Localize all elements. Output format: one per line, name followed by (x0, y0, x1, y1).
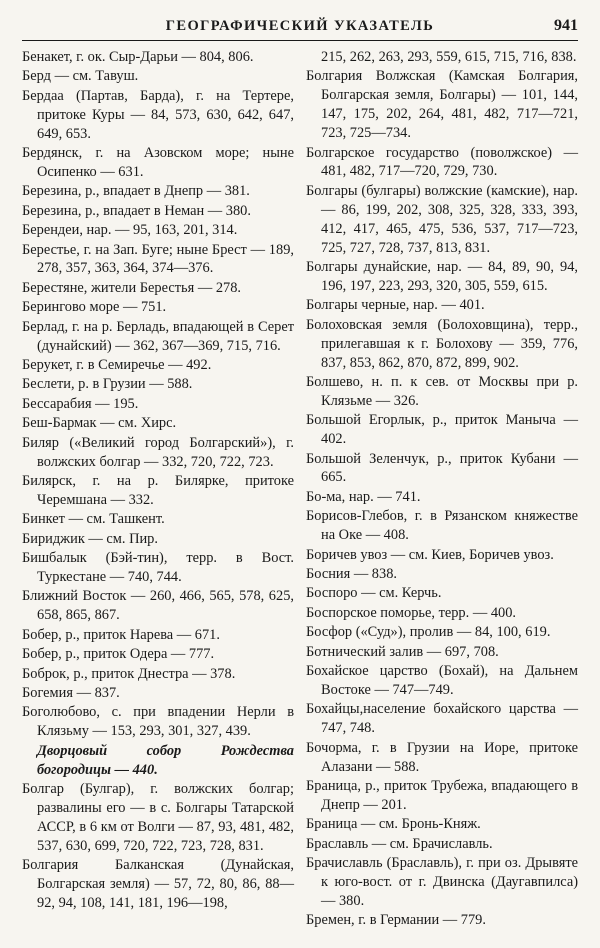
page-number: 941 (554, 17, 578, 34)
index-entry: Боброк, р., приток Днестра — 378. (22, 665, 236, 682)
index-entry: Браница — см. Бронь-Княж. (306, 816, 481, 833)
left-column (22, 48, 294, 913)
index-entry: Ботнический залив — 697, 708. (306, 643, 499, 660)
index-entry: Болгары (булгары) волжские (камские), нар. — 86, 199, 202, 308, 325, 328, 333, 393, 412, 417, 465, 475, 536, 537, 717—723, 725, 727, 728, 737, 813, 831. (306, 182, 578, 256)
index-entry: Бремен, г. в Германии — 779. (306, 912, 486, 929)
index-entry: Берестье, г. на Зап. Буге; ныне Брест — 189, 278, 357, 363, 364, 374—376. (22, 241, 294, 277)
index-entry-continuation: 215, 262, 263, 293, 559, 615, 715, 716, 838. (321, 49, 577, 65)
index-entry: Биляр («Великий город Болгарский»), г. волжских болгар — 332, 720, 722, 723. (22, 434, 294, 470)
right-column (306, 48, 578, 931)
index-entry: Бенакет, г. ок. Сыр-Дарьи — 804, 806. (22, 49, 254, 65)
index-entry: Бириджик — см. Пир. (22, 530, 158, 547)
index-entry: Боспоро — см. Керчь. (306, 585, 442, 602)
index-entry: Болгар (Булгар), г. волжских болгар; развалины его — в с. Болгары Татарской АССР, в 6 км от Волги — 87, 93, 481, 482, 537, 630, 699, 720, 722, 723, 728, 831. (22, 780, 294, 854)
index-entry: Богемия — 837. (22, 684, 120, 701)
index-entry: Болгария Волжская (Камская Болгария, Болгарская земля, Болгары) — 101, 144, 147, 175, 202, 264, 481, 482, 717—721, 723, 725—734. (306, 68, 578, 142)
index-entry: Бинкет — см. Ташкент. (22, 511, 165, 528)
index-entry: Березина, р., впадает в Неман — 380. (22, 202, 251, 219)
index-entry: Бохайское царство (Бохай), на Дальнем Востоке — 747—749. (306, 663, 578, 698)
index-entry: Березина, р., впадает в Днепр — 381. (22, 183, 250, 200)
index-entry: Болгары дунайские, нар. — 84, 89, 90, 94, 196, 197, 223, 293, 320, 305, 559, 615. (306, 258, 578, 294)
index-entry: Босния — 838. (306, 565, 397, 582)
index-entry: Болшево, н. п. к сев. от Москвы при р. Клязьме — 326. (306, 373, 578, 409)
index-entry: Болгария Балканская (Дунайская, Болгарская земля) — 57, 72, 80, 86, 88—92, 94, 108, 141, 181, 196—198, (22, 857, 294, 911)
index-entry: Бобер, р., приток Нарева — 671. (22, 626, 220, 643)
index-entry: Беш-Бармак — см. Хирс. (22, 415, 177, 432)
index-entry: Борисов-Глебов, г. в Рязанском княжестве на Оке — 408. (306, 508, 578, 544)
index-entry: Берукет, г. в Семиречье — 492. (22, 357, 212, 373)
index-entry: Болгары черные, нар. — 401. (306, 297, 485, 314)
index-entry: Берестяне, жители Берестья — 278. (22, 279, 242, 296)
index-entry: Босфор («Суд»), пролив — 84, 100, 619. (306, 624, 551, 641)
index-entry: Боричев увоз — см. Киев, Боричев увоз. (306, 546, 554, 563)
index-entry: Билярск, г. на р. Билярке, притоке Черемшана — 332. (22, 472, 294, 508)
index-entry: Ближний Восток — 260, 466, 565, 578, 625, 658, 865, 867. (22, 588, 294, 624)
index-entry: Берлад, г. на р. Берладь, впадающей в Серет (дунайский) — 362, 367—369, 715, 716. (22, 318, 294, 354)
index-entry: Бочорма, г. в Грузии на Иоре, притоке Алазани — 588. (306, 739, 578, 775)
index-entry: Болгарское государство (поволжское) — 481, 482, 717—720, 729, 730. (306, 144, 578, 180)
index-entry: Большой Егорлык, р., приток Маныча — 402. (306, 412, 578, 448)
index-entry: Боспорское поморье, терр. — 400. (306, 604, 516, 621)
index-entry: Берингово море — 751. (22, 299, 167, 316)
index-entry: Браславль — см. Брачиславль. (306, 835, 493, 852)
index-entry: Бердаа (Партав, Барда), г. на Тертере, притоке Куры — 84, 573, 630, 642, 647, 649, 653. (22, 87, 294, 142)
index-entry: Бишбалык (Бэй-тин), терр. в Вост. Туркестане — 740, 744. (22, 550, 294, 585)
header-title: ГЕОГРАФИЧЕСКИЙ УКАЗАТЕЛЬ (165, 18, 435, 34)
index-entry: Брачиславль (Браславль), г. при оз. Дрывяте к юго-вост. от г. Двинска (Даугавпилса) — 380. (306, 855, 578, 909)
index-entry: Бобер, р., приток Одера — 777. (22, 646, 215, 663)
index-entry: Болоховская земля (Болоховщина), терр., прилегавшая к г. Болохову — 359, 776, 837, 853, 862, 870, 872, 899, 902. (306, 316, 578, 371)
index-entry: Бессарабия — 195. (22, 395, 139, 412)
index-entry: Беслети, р. в Грузии — 588. (22, 376, 193, 393)
index-entry: Бохайцы,население бохайского царства — 747, 748. (306, 701, 578, 737)
index-entry: Большой Зеленчук, р., приток Кубани — 665. (306, 450, 578, 486)
index-entry: Берендеи, нар. — 95, 163, 201, 314. (22, 222, 238, 239)
running-header (22, 6, 578, 41)
index-entry: Берд — см. Тавуш. (22, 68, 139, 85)
index-entry: Бердянск, г. на Азовском море; ныне Осипенко — 631. (22, 145, 294, 180)
index-entry: Бо-ма, нар. — 741. (306, 488, 421, 505)
index-entry: Боголюбово, с. при впадении Нерли в Клязьму — 153, 293, 301, 327, 439. (22, 704, 294, 740)
index-subentry: Дворцовый собор Рождества богородицы — 440. (37, 742, 294, 778)
index-entry: Браница, р., приток Трубежа, впадающего в Днепр — 201. (306, 777, 578, 813)
